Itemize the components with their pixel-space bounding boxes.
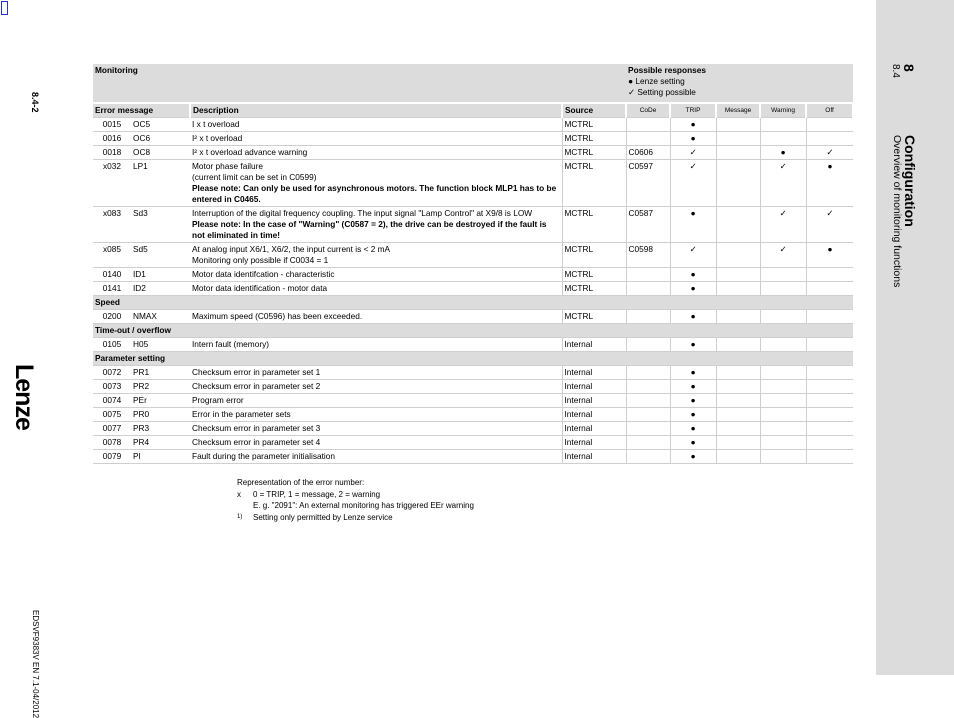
message-cell	[716, 366, 760, 380]
col-warning: Warning	[760, 103, 806, 118]
corner-marker	[1, 1, 8, 15]
error-source: Internal	[562, 394, 626, 408]
code-parameter	[626, 282, 670, 296]
error-number: 0079	[93, 450, 131, 464]
col-trip: TRIP	[670, 103, 716, 118]
footnote-mark: 1)	[237, 513, 243, 520]
message-cell	[716, 450, 760, 464]
warning-cell	[760, 132, 806, 146]
error-number: 0015	[93, 118, 131, 132]
table-row	[93, 408, 853, 422]
error-description	[190, 207, 562, 243]
message-cell	[716, 436, 760, 450]
error-description	[190, 338, 562, 352]
section-header-row	[93, 324, 853, 338]
off-cell	[806, 366, 853, 380]
notes-x-row	[237, 489, 474, 501]
trip-cell: ✓	[670, 160, 716, 207]
trip-cell: ●	[670, 422, 716, 436]
message-cell	[716, 118, 760, 132]
description-line: Motor phase failure	[192, 161, 264, 171]
error-number: 0200	[93, 310, 131, 324]
error-number: 0077	[93, 422, 131, 436]
check-icon: ✓	[628, 87, 635, 97]
error-source: Internal	[562, 380, 626, 394]
code-parameter: C0597	[626, 160, 670, 207]
error-description	[190, 422, 562, 436]
error-number: 0140	[93, 268, 131, 282]
chapter-title: Configuration	[902, 135, 918, 227]
error-number: x083	[93, 207, 131, 243]
error-description	[190, 380, 562, 394]
trip-cell: ●	[670, 118, 716, 132]
document-reference: EDSVF9383V EN 7.1-04/2012	[31, 610, 40, 718]
description-line: Motor data identifcation - characteristic	[192, 269, 335, 279]
table-row	[93, 436, 853, 450]
monitoring-table	[93, 64, 854, 464]
table-row	[93, 146, 853, 160]
warning-cell	[760, 282, 806, 296]
code-parameter	[626, 436, 670, 450]
section-label: Parameter setting	[93, 352, 853, 366]
chapter-sidebar	[876, 0, 954, 675]
off-cell	[806, 408, 853, 422]
col-off: Off	[806, 103, 853, 118]
error-description	[190, 243, 562, 268]
error-source: Internal	[562, 366, 626, 380]
col-error-message: Error message	[93, 103, 190, 118]
warning-cell	[760, 394, 806, 408]
off-cell	[806, 282, 853, 296]
trip-cell: ●	[670, 268, 716, 282]
error-description	[190, 450, 562, 464]
error-number: x032	[93, 160, 131, 207]
chapter-number: 8	[901, 64, 917, 72]
section-number: 8.4	[890, 64, 901, 78]
error-source: Internal	[562, 338, 626, 352]
description-line: Interruption of the digital frequency coupling. The input signal "Lamp Control" at X9/8 is LOW	[192, 208, 533, 218]
warning-cell	[760, 366, 806, 380]
table-row	[93, 380, 853, 394]
code-parameter	[626, 450, 670, 464]
description-line: Checksum error in parameter set 2	[192, 381, 321, 391]
warning-cell	[760, 338, 806, 352]
message-cell	[716, 394, 760, 408]
warning-cell	[760, 118, 806, 132]
section-label: Time-out / overflow	[93, 324, 853, 338]
error-number: 0072	[93, 366, 131, 380]
notes-x-mark: x	[237, 489, 241, 499]
error-source: Internal	[562, 408, 626, 422]
section-title: Overview of monitoring functions	[891, 135, 903, 288]
lenze-logo: Lenze	[10, 364, 38, 430]
error-code: OC6	[131, 132, 190, 146]
description-line: Monitoring only possible if C0034 = 1	[192, 255, 329, 265]
description-note: Please note: In the case of "Warning" (C0587 = 2), the drive can be destroyed if the fault is not eliminated in time!	[192, 219, 547, 240]
message-cell	[716, 146, 760, 160]
warning-cell: ✓	[760, 207, 806, 243]
message-cell	[716, 132, 760, 146]
off-cell	[806, 450, 853, 464]
column-header-row	[93, 103, 853, 118]
description-line: Program error	[192, 395, 244, 405]
table-notes	[237, 477, 474, 525]
table-row	[93, 243, 853, 268]
description-line: I x t overload	[192, 119, 240, 129]
code-parameter: C0598	[626, 243, 670, 268]
code-parameter	[626, 268, 670, 282]
error-source: Internal	[562, 422, 626, 436]
section-label: Speed	[93, 296, 853, 310]
col-source: Source	[562, 103, 626, 118]
off-cell	[806, 310, 853, 324]
error-source: MCTRL	[562, 146, 626, 160]
trip-cell: ●	[670, 380, 716, 394]
error-number: 0073	[93, 380, 131, 394]
error-source: MCTRL	[562, 207, 626, 243]
error-description	[190, 436, 562, 450]
description-line: I² x t overload	[192, 133, 243, 143]
error-code: H05	[131, 338, 190, 352]
table-row	[93, 310, 853, 324]
trip-cell: ●	[670, 450, 716, 464]
warning-cell	[760, 422, 806, 436]
off-cell	[806, 118, 853, 132]
notes-x-text: 0 = TRIP, 1 = message, 2 = warning	[253, 489, 381, 499]
message-cell	[716, 207, 760, 243]
warning-cell	[760, 268, 806, 282]
off-cell	[806, 380, 853, 394]
table-row	[93, 132, 853, 146]
error-number: 0105	[93, 338, 131, 352]
error-code: PR0	[131, 408, 190, 422]
description-line: At analog input X6/1, X6/2, the input current is < 2 mA	[192, 244, 391, 254]
notes-footnote-row	[237, 512, 474, 525]
col-code: CoDe	[626, 103, 670, 118]
warning-cell: ✓	[760, 243, 806, 268]
error-number: 0018	[93, 146, 131, 160]
error-code: PR3	[131, 422, 190, 436]
trip-cell: ✓	[670, 146, 716, 160]
table-row	[93, 366, 853, 380]
description-line: Fault during the parameter initialisation	[192, 451, 335, 461]
warning-cell	[760, 436, 806, 450]
code-parameter	[626, 380, 670, 394]
table-title: Monitoring	[93, 64, 626, 103]
message-cell	[716, 338, 760, 352]
error-description	[190, 310, 562, 324]
code-parameter	[626, 118, 670, 132]
warning-cell: ●	[760, 146, 806, 160]
error-number: x085	[93, 243, 131, 268]
error-description	[190, 132, 562, 146]
off-cell	[806, 338, 853, 352]
legend-setting-possible: ✓ Setting possible	[628, 87, 696, 97]
error-number: 0074	[93, 394, 131, 408]
trip-cell: ●	[670, 366, 716, 380]
table-row	[93, 394, 853, 408]
error-source: MCTRL	[562, 132, 626, 146]
table-row	[93, 268, 853, 282]
error-source: MCTRL	[562, 282, 626, 296]
off-cell	[806, 132, 853, 146]
notes-intro: Representation of the error number:	[237, 478, 365, 487]
error-number: 0141	[93, 282, 131, 296]
error-number: 0016	[93, 132, 131, 146]
warning-cell	[760, 408, 806, 422]
off-cell: ✓	[806, 146, 853, 160]
page-number: 8.4-2	[30, 92, 40, 113]
description-line: Error in the parameter sets	[192, 409, 291, 419]
table-row	[93, 338, 853, 352]
description-line: I² x t overload advance warning	[192, 147, 308, 157]
legend-lenze-setting: ● Lenze setting	[628, 76, 685, 86]
code-parameter	[626, 132, 670, 146]
notes-example: E. g. "2091": An external monitoring has triggered EEr warning	[253, 501, 474, 510]
message-cell	[716, 408, 760, 422]
error-code: PR4	[131, 436, 190, 450]
error-source: Internal	[562, 450, 626, 464]
error-source: MCTRL	[562, 243, 626, 268]
trip-cell: ●	[670, 207, 716, 243]
bullet-icon: ●	[628, 76, 634, 86]
off-cell: ●	[806, 243, 853, 268]
trip-cell: ✓	[670, 243, 716, 268]
error-code: PEr	[131, 394, 190, 408]
description-line: Maximum speed (C0596) has been exceeded.	[192, 311, 363, 321]
message-cell	[716, 268, 760, 282]
section-header-row	[93, 296, 853, 310]
description-line: Checksum error in parameter set 4	[192, 437, 321, 447]
off-cell	[806, 436, 853, 450]
code-parameter	[626, 366, 670, 380]
col-description: Description	[190, 103, 562, 118]
notes-example-row	[237, 500, 474, 512]
error-number: 0075	[93, 408, 131, 422]
error-source: Internal	[562, 436, 626, 450]
error-description	[190, 408, 562, 422]
error-code: PR1	[131, 366, 190, 380]
trip-cell: ●	[670, 282, 716, 296]
error-source: MCTRL	[562, 160, 626, 207]
col-message: Message	[716, 103, 760, 118]
message-cell	[716, 310, 760, 324]
error-description	[190, 160, 562, 207]
trip-cell: ●	[670, 310, 716, 324]
table-row	[93, 207, 853, 243]
error-code: Sd5	[131, 243, 190, 268]
table-row	[93, 450, 853, 464]
trip-cell: ●	[670, 394, 716, 408]
error-code: NMAX	[131, 310, 190, 324]
code-parameter	[626, 408, 670, 422]
off-cell: ●	[806, 160, 853, 207]
message-cell	[716, 422, 760, 436]
description-line: Checksum error in parameter set 3	[192, 423, 321, 433]
possible-responses	[626, 64, 853, 103]
error-description	[190, 282, 562, 296]
trip-cell: ●	[670, 436, 716, 450]
code-parameter	[626, 422, 670, 436]
code-parameter: C0587	[626, 207, 670, 243]
error-code: PR2	[131, 380, 190, 394]
off-cell	[806, 394, 853, 408]
off-cell	[806, 268, 853, 282]
error-source: MCTRL	[562, 310, 626, 324]
error-description	[190, 146, 562, 160]
table-row	[93, 282, 853, 296]
error-code: Sd3	[131, 207, 190, 243]
table-row	[93, 160, 853, 207]
code-parameter: C0606	[626, 146, 670, 160]
message-cell	[716, 282, 760, 296]
warning-cell	[760, 310, 806, 324]
error-code: PI	[131, 450, 190, 464]
error-code: ID2	[131, 282, 190, 296]
error-code: OC5	[131, 118, 190, 132]
error-description	[190, 366, 562, 380]
code-parameter	[626, 338, 670, 352]
trip-cell: ●	[670, 338, 716, 352]
trip-cell: ●	[670, 132, 716, 146]
table-row	[93, 422, 853, 436]
error-number: 0078	[93, 436, 131, 450]
section-header-row	[93, 352, 853, 366]
error-description	[190, 268, 562, 282]
message-cell	[716, 380, 760, 394]
code-parameter	[626, 394, 670, 408]
description-note: Please note: Can only be used for asynchronous motors. The function block MLP1 has to be entered in C0465.	[192, 183, 557, 204]
message-cell	[716, 160, 760, 207]
description-line: Motor data identification - motor data	[192, 283, 328, 293]
error-source: MCTRL	[562, 268, 626, 282]
footnote-text: Setting only permitted by Lenze service	[253, 512, 393, 522]
error-description	[190, 118, 562, 132]
description-line: Checksum error in parameter set 1	[192, 367, 321, 377]
possible-responses-title: Possible responses	[628, 65, 706, 75]
off-cell	[806, 422, 853, 436]
code-parameter	[626, 310, 670, 324]
warning-cell	[760, 380, 806, 394]
table-title-row	[93, 64, 853, 103]
trip-cell: ●	[670, 408, 716, 422]
warning-cell: ✓	[760, 160, 806, 207]
message-cell	[716, 243, 760, 268]
warning-cell	[760, 450, 806, 464]
table-row	[93, 118, 853, 132]
error-source: MCTRL	[562, 118, 626, 132]
error-description	[190, 394, 562, 408]
off-cell: ✓	[806, 207, 853, 243]
error-code: LP1	[131, 160, 190, 207]
description-line: (current limit can be set in C0599)	[192, 172, 317, 182]
error-code: OC8	[131, 146, 190, 160]
error-code: ID1	[131, 268, 190, 282]
description-line: Intern fault (memory)	[192, 339, 269, 349]
